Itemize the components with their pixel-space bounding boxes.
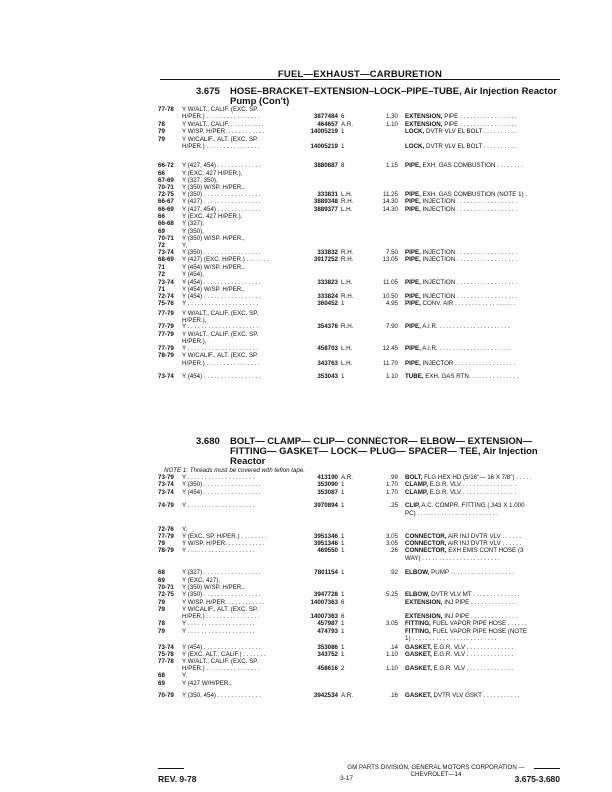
year-range: 72: [158, 271, 165, 278]
part-number: 458703: [317, 345, 338, 352]
price: 11.05: [382, 279, 398, 286]
price: 4.95: [385, 300, 398, 307]
year-range: 79: [158, 540, 165, 547]
application-description: Y . . . . . . . . . . . . . . . . . . . .: [182, 474, 255, 481]
part-number: 7801154: [314, 569, 338, 576]
application-description: Y (350) . . . . . . . . . . . . . . . . .: [182, 481, 261, 488]
application-description: Y (EXC. SP. H/PER.) . . . . . . . .: [182, 533, 268, 540]
year-range: 78-79: [158, 547, 174, 554]
year-range: 73-74: [158, 279, 174, 286]
quantity: L.H.: [341, 345, 353, 352]
application-description: Y (454) W/SP. H/PER.,: [182, 286, 245, 293]
year-range: 79: [158, 128, 165, 135]
application-description: H/PER.) . . . . . . . . . . . . . . . .: [182, 143, 260, 150]
application-description: Y . . . . . . . . . . . . . . . . . . . .: [182, 547, 255, 554]
part-name: GASKET, DVTR VLV GSKT . . . . . . . . . . .: [405, 692, 520, 699]
application-description: Y (EXC. 427 H/PER.),: [182, 170, 243, 177]
application-description: H/PER.) . . . . . . . . . . . . . . . .: [182, 665, 260, 672]
part-number: 353043: [317, 373, 338, 380]
part-name: CONNECTOR, EXH EMIS CONT HOSE (3: [405, 547, 524, 554]
quantity: 1: [341, 502, 345, 509]
quantity: 6: [341, 599, 345, 606]
footer-rule-left: [158, 768, 184, 769]
part-number: 14005219: [310, 128, 338, 135]
footer-publisher: GM PARTS DIVISION, GENERAL MOTORS CORPORATION —CHEVROLET—14: [347, 764, 525, 778]
part-number: 3947728: [313, 591, 338, 598]
part-number: 458616: [317, 665, 338, 672]
application-description: Y . . . . . . . . . . . . . . . . . . . .: [182, 628, 255, 635]
application-description: Y (427) (EXC. H/PER.) . . . . . . .: [182, 256, 269, 263]
part-name: BOLT, FLG HEX HD (5/16"— 16 X 7/8") . . . . .: [405, 474, 532, 481]
application-description: Y W/ALT., CALIF. (EXC. SP.: [182, 331, 259, 338]
part-name: PIPE, INJECTION . . . . . . . . . . . . . . . . . .: [405, 256, 518, 263]
part-number: 14007363: [310, 613, 338, 620]
application-description: H/PER.),: [182, 317, 207, 324]
price: 3.05: [385, 540, 398, 547]
year-range: 71: [158, 264, 165, 271]
table-row: [0, 489, 612, 498]
application-description: Y (350) . . . . . . . . . . . . . . . . .: [182, 191, 261, 198]
year-range: 73-74: [158, 644, 174, 651]
application-description: Y (454) . . . . . . . . . . . . . . . . .: [182, 373, 261, 380]
application-description: Y (327),: [182, 220, 204, 227]
table-row: [0, 635, 612, 644]
part-number: 343763: [317, 360, 338, 367]
part-name: PIPE, A.I.R. . . . . . . . . . . . . . . . . . . . . .: [405, 323, 510, 330]
year-range: 69: [158, 680, 165, 687]
year-range: 79: [158, 628, 165, 635]
section-number: 3.675: [196, 86, 220, 97]
year-range: 72-75: [158, 591, 174, 598]
year-range: 70-71: [158, 235, 174, 242]
quantity: A.R.: [341, 692, 354, 699]
price: 13.05: [382, 256, 398, 263]
year-range: 66-69: [158, 206, 174, 213]
quantity: 1: [341, 143, 345, 150]
quantity: L.H.: [341, 279, 353, 286]
year-range: 66: [158, 213, 165, 220]
year-range: 70-71: [158, 184, 174, 191]
application-description: Y W/SP. H/PER. . . . . . . . . . . .: [182, 540, 265, 547]
year-range: 77-78: [158, 106, 174, 113]
table-row: [0, 692, 612, 701]
part-number: 3951346: [313, 533, 338, 540]
price: 1.10: [385, 373, 398, 380]
price: .92: [389, 569, 398, 576]
quantity: L.H.: [341, 206, 353, 213]
price: 1.15: [385, 162, 398, 169]
application-description: Y W/ALT., CALIF. (EXC. SP.: [182, 658, 259, 665]
table-row: [0, 300, 612, 309]
part-name: PIPE, INJECTOR . . . . . . . . . . . . . . . . . .: [405, 360, 516, 367]
application-description: H/PER.),: [182, 338, 207, 345]
quantity: L.H.: [341, 191, 353, 198]
price: 1.30: [385, 113, 398, 120]
quantity: 1: [341, 540, 345, 547]
price: .99: [389, 474, 398, 481]
page-header-title: FUEL—EXHAUST—CARBURETION: [277, 69, 443, 80]
part-name: CONNECTOR, AIR INJ DVTR VLV . . . . . .: [405, 540, 522, 547]
year-range: 75-76: [158, 300, 174, 307]
part-name: PIPE, A.I.R. . . . . . . . . . . . . . . . . . . . . .: [405, 345, 510, 352]
section-range: 3.675-3.680: [514, 774, 560, 784]
part-name: 1) . . . . . . . . . . . . . . . . . . . . . . . . .: [405, 635, 497, 642]
part-name: CLAMP, E.G.R. VLV . . . . . . . . . . . . . . . .: [405, 489, 517, 496]
quantity: 1: [341, 628, 345, 635]
quantity: 1: [341, 620, 345, 627]
year-range: 72-76: [158, 526, 174, 533]
year-range: 70-71: [158, 584, 174, 591]
price: 7.50: [385, 249, 398, 256]
price: 10.50: [382, 293, 398, 300]
application-description: Y W/CALIF., ALT. (EXC. SP.: [182, 136, 258, 143]
application-description: Y (327) . . . . . . . . . . . . . . . . .: [182, 569, 261, 576]
year-range: 66-68: [158, 220, 174, 227]
year-range: 72-74: [158, 293, 174, 300]
quantity: A.R.: [341, 474, 354, 481]
part-number: 353087: [317, 489, 338, 496]
part-name: EXTENSION, PIPE . . . . . . . . . . . . . . . . .: [405, 121, 517, 128]
price: 11.70: [382, 360, 398, 367]
year-range: 78: [158, 121, 165, 128]
teflon-note: NOTE 1: Threads must be covered with teflon tape.: [164, 467, 306, 474]
part-name: FITTING, FUEL VAPOR PIPE HOSE . . . . . .: [405, 620, 527, 627]
year-range: 73-74: [158, 481, 174, 488]
part-number: 3889377: [313, 206, 338, 213]
quantity: R.H.: [341, 293, 354, 300]
application-description: Y . . . . . . . . . . . . . . . . . . . .: [182, 620, 255, 627]
year-range: 69: [158, 228, 165, 235]
section-title-line-3: Reactor: [230, 456, 266, 467]
table-row: [0, 555, 612, 564]
application-description: Y (454) . . . . . . . . . . . . . . . . .: [182, 279, 261, 286]
year-range: 75-78: [158, 651, 174, 658]
application-description: Y,: [182, 526, 188, 533]
quantity: R.H.: [341, 256, 354, 263]
price: 3.05: [385, 533, 398, 540]
table-row: [0, 360, 612, 369]
section-title-line-2: Pump (Con't): [230, 96, 290, 107]
part-name: PIPE, EXH. GAS COMBUSTION . . . . . . . .: [405, 162, 523, 169]
quantity: R.H.: [341, 198, 354, 205]
year-range: 73-74: [158, 489, 174, 496]
quantity: 6: [341, 113, 345, 120]
year-range: 69: [158, 577, 165, 584]
quantity: 1: [341, 128, 345, 135]
application-description: Y W/SP. H/PER. . . . . . . . . . . .: [182, 128, 265, 135]
part-number: 343752: [317, 651, 338, 658]
footer-rule-right: [534, 768, 560, 769]
quantity: 1: [341, 651, 345, 658]
year-range: 79: [158, 606, 165, 613]
section-title-line-2: FITTING— GASKET— LOCK— PLUG— SPACER— TEE, Air Injection: [230, 446, 538, 457]
part-name: FITTING, FUEL VAPOR PIPE HOSE (NOTE: [405, 628, 528, 635]
year-range: 77-79: [158, 323, 174, 330]
year-range: 66-67: [158, 198, 174, 205]
year-range: 66-72: [158, 162, 174, 169]
year-range: 66: [158, 170, 165, 177]
year-range: 73-79: [158, 474, 174, 481]
price: 7.90: [385, 323, 398, 330]
quantity: 1: [341, 300, 345, 307]
part-name: PIPE, INJECTION . . . . . . . . . . . . . . . . . .: [405, 249, 518, 256]
year-range: 73-74: [158, 373, 174, 380]
part-name: PIPE, CONV. AIR . . . . . . . . . . . . . . . . . .: [405, 300, 516, 307]
application-description: H/PER.) . . . . . . . . . . . . . . . .: [182, 613, 260, 620]
quantity: R.H.: [341, 249, 354, 256]
price: 1.10: [385, 665, 398, 672]
part-name: GASKET, E.G.R. VLV . . . . . . . . . . . . . .: [405, 644, 514, 651]
year-range: 72: [158, 242, 165, 249]
part-name: CONNECTOR, AIR INJ DVTR VLV . . . . . .: [405, 533, 522, 540]
part-name: PIPE, INJECTION . . . . . . . . . . . . . . . . . .: [405, 293, 518, 300]
year-range: 77-79: [158, 533, 174, 540]
part-name: PIPE, EXH. GAS COMBUSTION (NOTE 1) .: [405, 191, 528, 198]
year-range: 72-75: [158, 191, 174, 198]
year-range: 78-79: [158, 352, 174, 359]
table-row: [0, 373, 612, 382]
part-number: 474793: [317, 628, 338, 635]
table-row: [0, 510, 612, 519]
year-range: 77-79: [158, 345, 174, 352]
part-name: GASKET, E.G.R. VLV . . . . . . . . . . . . . .: [405, 665, 514, 672]
part-number: 3942534: [313, 692, 338, 699]
part-name: EXTENSION, INJ PIPE . . . . . . . . . . . . . .: [405, 599, 518, 606]
application-description: Y W/ALT., CALIF. . . . . . . . . . .: [182, 121, 264, 128]
application-description: Y (454) W/SP. H/PER.,: [182, 264, 245, 271]
part-number: 457987: [317, 620, 338, 627]
header-rule: [160, 79, 560, 80]
part-name: PIPE, INJECTION . . . . . . . . . . . . . . . . . .: [405, 198, 518, 205]
quantity: 8: [341, 162, 345, 169]
part-name: PIPE, INJECTION . . . . . . . . . . . . . . . . . .: [405, 206, 518, 213]
year-range: 68-69: [158, 256, 174, 263]
section-3675-heading: [196, 87, 576, 107]
price: 1.70: [385, 481, 398, 488]
part-number: 354376: [317, 323, 338, 330]
quantity: 1: [341, 591, 345, 598]
part-number: 333824: [317, 293, 338, 300]
price: 3.05: [385, 620, 398, 627]
application-description: Y W/SP. H/PER. . . . . . . . . . . .: [182, 599, 265, 606]
application-description: Y (EXC. 427),: [182, 577, 221, 584]
quantity: A.R.: [341, 121, 354, 128]
quantity: 2: [341, 665, 345, 672]
year-range: 68: [158, 672, 165, 679]
price: 12.45: [382, 345, 398, 352]
part-number: 3917252: [313, 256, 338, 263]
application-description: Y . . . . . . . . . . . . . . . . . . . . .: [182, 300, 259, 307]
year-range: 68: [158, 569, 165, 576]
part-name: LOCK, DVTR VLV EL BOLT . . . . . . . . . .: [405, 128, 517, 135]
application-description: Y . . . . . . . . . . . . . . . . . . . .: [182, 502, 255, 509]
part-name: CLIP, A.C. COMPR. FITTING (.343 X 1.000: [405, 502, 525, 509]
part-name: ELBOW, PUMP . . . . . . . . . . . . . . . . . . .: [405, 569, 515, 576]
quantity: 1: [341, 373, 345, 380]
application-description: Y W/CALIF., ALT. (EXC. SP.: [182, 606, 258, 613]
part-name: EXTENSION, INJ PIPE . . . . . . . . . . . . . .: [405, 613, 518, 620]
application-description: Y (427) . . . . . . . . . . . . . . . . .: [182, 198, 261, 205]
part-number: 464657: [317, 121, 338, 128]
part-name: EXTENSION, PIPE . . . . . . . . . . . . . . . . .: [405, 113, 517, 120]
part-number: 14005219: [310, 143, 338, 150]
quantity: 1: [341, 569, 345, 576]
quantity: 1: [341, 489, 345, 496]
year-range: 79: [158, 136, 165, 143]
price: 5.25: [385, 591, 398, 598]
part-name: CLAMP, E.G.R. VLV . . . . . . . . . . . . . . . .: [405, 481, 517, 488]
application-description: H/PER.) . . . . . . . . . . . . . . . .: [182, 113, 260, 120]
quantity: 1: [341, 644, 345, 651]
year-range: 77-79: [158, 331, 174, 338]
part-name: TUBE, EXH. GAS RTN. . . . . . . . . . . . . . .: [405, 373, 519, 380]
year-range: 78: [158, 620, 165, 627]
application-description: Y (350) W/SP. H/PER.,: [182, 584, 245, 591]
part-name: WAY) . . . . . . . . . . . . . . . . . . . . . . .: [405, 555, 500, 562]
year-range: 79: [158, 599, 165, 606]
application-description: Y . . . . . . . . . . . . . . . . . . . . .: [182, 323, 259, 330]
year-range: 77-79: [158, 310, 174, 317]
part-number: 469550: [317, 547, 338, 554]
application-description: Y (427, 454) . . . . . . . . . . . . .: [182, 206, 261, 213]
price: 1.10: [385, 651, 398, 658]
part-number: 353086: [317, 644, 338, 651]
price: .26: [389, 547, 398, 554]
application-description: Y (350) . . . . . . . . . . . . . . . . .: [182, 249, 261, 256]
application-description: Y (350),: [182, 228, 204, 235]
application-description: Y,: [182, 242, 188, 249]
part-number: 353090: [317, 481, 338, 488]
application-description: Y (327, 350),: [182, 177, 218, 184]
price: .25: [389, 502, 398, 509]
application-description: Y (454) . . . . . . . . . . . . . . . . .: [182, 293, 261, 300]
part-number: 3880887: [313, 162, 338, 169]
part-name: GASKET, E.G.R. VLV . . . . . . . . . . . . . .: [405, 651, 514, 658]
application-description: Y (427 W/H/PER.,: [182, 680, 232, 687]
year-range: 70-79: [158, 692, 174, 699]
table-row: [0, 143, 612, 152]
price: 11.25: [382, 191, 398, 198]
section-number: 3.680: [196, 436, 220, 447]
footer-line: [158, 764, 560, 778]
section-title-line-1: HOSE–BRACKET–EXTENSION–LOCK–PIPE–TUBE, Air Injection Reactor: [230, 86, 557, 97]
application-description: Y (350, 454) . . . . . . . . . . . . .: [182, 692, 261, 699]
application-description: Y,: [182, 672, 188, 679]
year-range: 73-74: [158, 249, 174, 256]
part-number: 3877484: [313, 113, 338, 120]
page-number: 3-17: [340, 775, 354, 782]
year-range: 74-79: [158, 502, 174, 509]
table-row: [0, 680, 612, 689]
application-description: Y (454) . . . . . . . . . . . . . . . . .: [182, 489, 261, 496]
price: 1.10: [385, 121, 398, 128]
application-description: Y (EXC. ALT., CALIF.) . . . . . . .: [182, 651, 266, 658]
section-title-line-1: BOLT— CLAMP— CLIP— CONNECTOR— ELBOW— EXTENSION—: [230, 436, 533, 447]
application-description: Y . . . . . . . . . . . . . . . . . . . . .: [182, 345, 259, 352]
application-description: Y (EXC. 427 H/PER.),: [182, 213, 243, 220]
year-range: 67-69: [158, 177, 174, 184]
revision-label: REV. 9-78: [158, 774, 197, 784]
price: 1.70: [385, 489, 398, 496]
part-number: 3889348: [313, 198, 338, 205]
part-number: 333823: [317, 279, 338, 286]
part-number: 360452: [317, 300, 338, 307]
application-description: H/PER.) . . . . . . . . . . . . . . . .: [182, 360, 260, 367]
application-description: Y (350) . . . . . . . . . . . . . . . . .: [182, 591, 261, 598]
part-number: 14007363: [310, 599, 338, 606]
quantity: 1: [341, 533, 345, 540]
quantity: R.H.: [341, 323, 354, 330]
part-name: PIPE, INJECTION . . . . . . . . . . . . . . . . . .: [405, 279, 518, 286]
price: .16: [389, 692, 398, 699]
quantity: 1: [341, 481, 345, 488]
quantity: L.H.: [341, 360, 353, 367]
part-name: PC) . . . . . . . . . . . . . . . . . . . . . . . .: [405, 510, 499, 517]
application-description: Y (350) W/SP. H/PER.,: [182, 235, 245, 242]
application-description: Y W/CALIF., ALT. (EXC. SP.: [182, 352, 258, 359]
year-range: 71: [158, 286, 165, 293]
application-description: Y W/ALT., CALIF. (EXC. SP.: [182, 106, 259, 113]
part-number: 333832: [317, 249, 338, 256]
application-description: Y (427, 454) . . . . . . . . . . . . .: [182, 162, 261, 169]
quantity: 6: [341, 613, 345, 620]
application-description: Y W/ALT., CALIF. (EXC. SP.: [182, 310, 259, 317]
part-number: 3970894: [313, 502, 338, 509]
price: .14: [389, 644, 398, 651]
year-range: 77-78: [158, 658, 174, 665]
part-number: 333831: [317, 191, 338, 198]
part-name: LOCK, DVTR VLV EL BOLT . . . . . . . . . .: [405, 143, 517, 150]
application-description: Y (454) . . . . . . . . . . . . . . . . .: [182, 644, 261, 651]
price: 14.30: [382, 206, 398, 213]
part-name: ELBOW, DVTR VLV MT . . . . . . . . . . . . . .: [405, 591, 520, 598]
application-description: Y (350) W/SP. H/PER.,: [182, 184, 245, 191]
application-description: Y (454),: [182, 271, 204, 278]
part-number: 3951346: [313, 540, 338, 547]
part-number: 413190: [317, 474, 338, 481]
price: 14.30: [382, 198, 398, 205]
section-3680-heading: [196, 437, 576, 467]
quantity: 1: [341, 547, 345, 554]
